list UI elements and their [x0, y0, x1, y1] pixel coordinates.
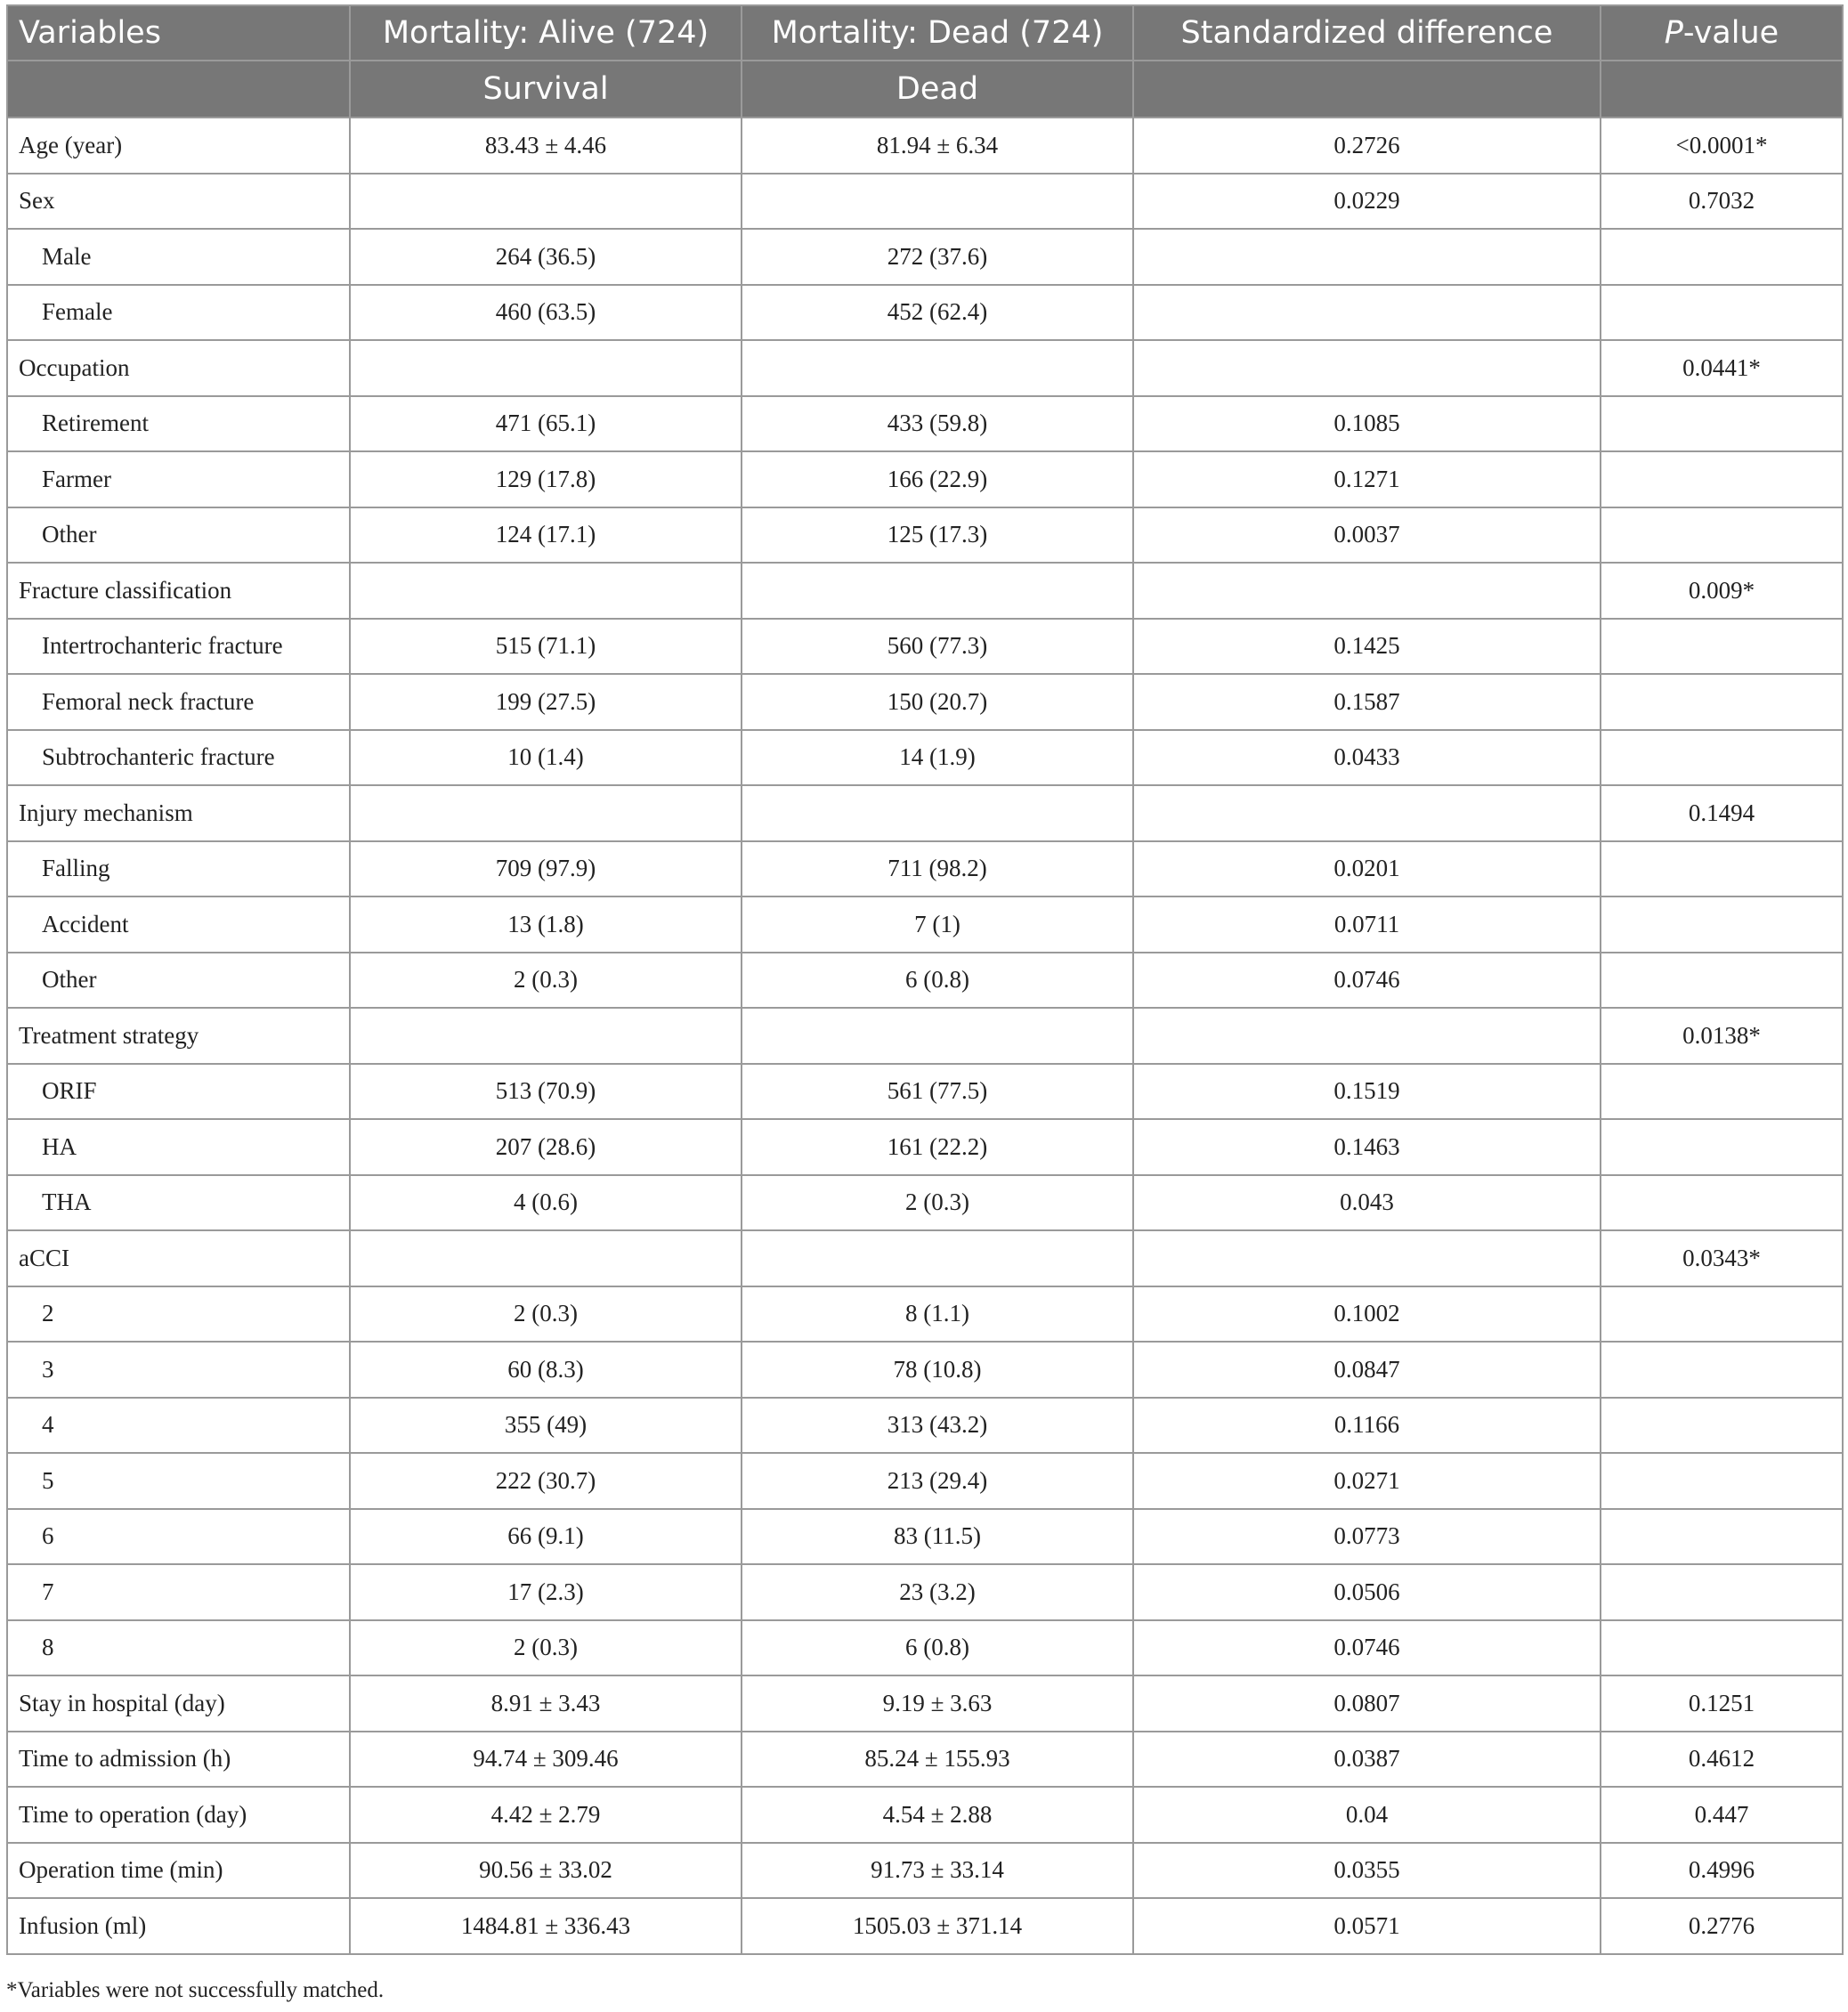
standardized-difference-cell: 0.1271	[1133, 451, 1601, 507]
row-label-cell: Time to operation (day)	[7, 1787, 350, 1843]
dead-value-cell	[742, 563, 1133, 619]
row-label-cell: 3	[7, 1342, 350, 1398]
row-label-cell: THA	[7, 1175, 350, 1231]
row-label-cell: Intertrochanteric fracture	[7, 619, 350, 675]
p-value-cell: 0.7032	[1601, 174, 1843, 230]
row-label-cell: 6	[7, 1509, 350, 1565]
table-row	[7, 118, 1843, 174]
p-value-cell	[1601, 674, 1843, 730]
dead-value-cell	[742, 174, 1133, 230]
p-value-cell: 0.1251	[1601, 1675, 1843, 1732]
table-row	[7, 730, 1843, 786]
p-value-cell	[1601, 953, 1843, 1009]
dead-value-cell: 1505.03 ± 371.14	[742, 1898, 1133, 1954]
dead-value-cell: 433 (59.8)	[742, 396, 1133, 452]
alive-value-cell: 2 (0.3)	[350, 1286, 742, 1343]
standardized-difference-cell	[1133, 563, 1601, 619]
p-value-cell	[1601, 451, 1843, 507]
header-variables: Variables	[7, 5, 350, 61]
standardized-difference-cell: 0.1085	[1133, 396, 1601, 452]
row-label-cell: Subtrochanteric fracture	[7, 730, 350, 786]
table-row	[7, 229, 1843, 285]
subheader-row	[7, 61, 1843, 118]
p-value-cell	[1601, 1620, 1843, 1676]
standardized-difference-cell	[1133, 785, 1601, 841]
alive-value-cell: 90.56 ± 33.02	[350, 1843, 742, 1899]
standardized-difference-cell: 0.1002	[1133, 1286, 1601, 1343]
standardized-difference-cell: 0.0433	[1133, 730, 1601, 786]
dead-value-cell: 213 (29.4)	[742, 1453, 1133, 1509]
table-row	[7, 785, 1843, 841]
alive-value-cell: 460 (63.5)	[350, 285, 742, 341]
table-body	[7, 118, 1843, 1954]
p-value-cell: <0.0001*	[1601, 118, 1843, 174]
standardized-difference-cell	[1133, 229, 1601, 285]
p-value-cell: 0.1494	[1601, 785, 1843, 841]
row-label-cell: aCCI	[7, 1230, 350, 1286]
table-row	[7, 1008, 1843, 1064]
p-value-cell: 0.0138*	[1601, 1008, 1843, 1064]
p-value-cell: 0.447	[1601, 1787, 1843, 1843]
alive-value-cell: 83.43 ± 4.46	[350, 118, 742, 174]
table-row	[7, 1675, 1843, 1732]
alive-value-cell: 1484.81 ± 336.43	[350, 1898, 742, 1954]
standardized-difference-cell: 0.0571	[1133, 1898, 1601, 1954]
table-row	[7, 896, 1843, 953]
standardized-difference-cell: 0.1463	[1133, 1119, 1601, 1175]
dead-value-cell: 313 (43.2)	[742, 1398, 1133, 1454]
standardized-difference-cell: 0.043	[1133, 1175, 1601, 1231]
alive-value-cell: 709 (97.9)	[350, 841, 742, 897]
dead-value-cell: 561 (77.5)	[742, 1064, 1133, 1120]
p-value-cell	[1601, 896, 1843, 953]
table-row	[7, 1453, 1843, 1509]
subheader-variables	[7, 61, 350, 118]
table-row	[7, 1398, 1843, 1454]
dead-value-cell: 7 (1)	[742, 896, 1133, 953]
p-value-cell: 0.009*	[1601, 563, 1843, 619]
header-standardized-difference: Standardized difference	[1133, 5, 1601, 61]
p-value-cell	[1601, 396, 1843, 452]
table-row	[7, 1898, 1843, 1954]
table-row	[7, 1787, 1843, 1843]
row-label-cell: 2	[7, 1286, 350, 1343]
table-row	[7, 841, 1843, 897]
table-row	[7, 174, 1843, 230]
standardized-difference-cell: 0.0355	[1133, 1843, 1601, 1899]
dead-value-cell: 6 (0.8)	[742, 953, 1133, 1009]
alive-value-cell: 8.91 ± 3.43	[350, 1675, 742, 1732]
standardized-difference-cell	[1133, 340, 1601, 396]
dead-value-cell: 452 (62.4)	[742, 285, 1133, 341]
row-label-cell: Femoral neck fracture	[7, 674, 350, 730]
alive-value-cell	[350, 785, 742, 841]
row-label-cell: Female	[7, 285, 350, 341]
dead-value-cell: 78 (10.8)	[742, 1342, 1133, 1398]
row-label-cell: Male	[7, 229, 350, 285]
table-row	[7, 1564, 1843, 1620]
table-row	[7, 1732, 1843, 1788]
p-value-cell	[1601, 619, 1843, 675]
table-row	[7, 1175, 1843, 1231]
row-label-cell: 4	[7, 1398, 350, 1454]
p-value-cell: 0.0343*	[1601, 1230, 1843, 1286]
dead-value-cell: 81.94 ± 6.34	[742, 118, 1133, 174]
row-label-cell: Occupation	[7, 340, 350, 396]
standardized-difference-cell: 0.1519	[1133, 1064, 1601, 1120]
table-row	[7, 1620, 1843, 1676]
p-value-cell	[1601, 1398, 1843, 1454]
p-value-cell	[1601, 507, 1843, 564]
alive-value-cell: 4 (0.6)	[350, 1175, 742, 1231]
dead-value-cell: 4.54 ± 2.88	[742, 1787, 1133, 1843]
header-p-value	[1601, 5, 1843, 61]
row-label-cell: Stay in hospital (day)	[7, 1675, 350, 1732]
alive-value-cell	[350, 340, 742, 396]
p-value-cell: 0.4996	[1601, 1843, 1843, 1899]
table-row	[7, 953, 1843, 1009]
row-label-cell: 5	[7, 1453, 350, 1509]
p-value-cell	[1601, 1286, 1843, 1343]
table-row	[7, 340, 1843, 396]
table-row	[7, 1230, 1843, 1286]
alive-value-cell: 355 (49)	[350, 1398, 742, 1454]
dead-value-cell: 9.19 ± 3.63	[742, 1675, 1133, 1732]
table-container	[6, 4, 1842, 1955]
alive-value-cell: 515 (71.1)	[350, 619, 742, 675]
standardized-difference-cell: 0.0271	[1133, 1453, 1601, 1509]
standardized-difference-cell: 0.0773	[1133, 1509, 1601, 1565]
p-value-cell: 0.0441*	[1601, 340, 1843, 396]
dead-value-cell: 2 (0.3)	[742, 1175, 1133, 1231]
dead-value-cell: 125 (17.3)	[742, 507, 1133, 564]
p-value-cell	[1601, 229, 1843, 285]
p-value-cell	[1601, 285, 1843, 341]
standardized-difference-cell: 0.0847	[1133, 1342, 1601, 1398]
row-label-cell: 7	[7, 1564, 350, 1620]
standardized-difference-cell: 0.0506	[1133, 1564, 1601, 1620]
alive-value-cell: 124 (17.1)	[350, 507, 742, 564]
p-value-cell	[1601, 730, 1843, 786]
p-value-cell	[1601, 1119, 1843, 1175]
dead-value-cell: 23 (3.2)	[742, 1564, 1133, 1620]
dead-value-cell	[742, 340, 1133, 396]
row-label-cell: Injury mechanism	[7, 785, 350, 841]
table-row	[7, 285, 1843, 341]
dead-value-cell: 560 (77.3)	[742, 619, 1133, 675]
alive-value-cell	[350, 1008, 742, 1064]
p-value-cell	[1601, 841, 1843, 897]
table-footnote: *Variables were not successfully matched.	[6, 1978, 385, 2002]
standardized-difference-cell: 0.1587	[1133, 674, 1601, 730]
row-label-cell: Age (year)	[7, 118, 350, 174]
alive-value-cell: 222 (30.7)	[350, 1453, 742, 1509]
subheader-p-value	[1601, 61, 1843, 118]
p-value-cell	[1601, 1342, 1843, 1398]
table-row	[7, 1342, 1843, 1398]
table-row	[7, 396, 1843, 452]
row-label-cell: Infusion (ml)	[7, 1898, 350, 1954]
table-row	[7, 507, 1843, 564]
row-label-cell: Other	[7, 507, 350, 564]
standardized-difference-cell: 0.04	[1133, 1787, 1601, 1843]
dead-value-cell: 166 (22.9)	[742, 451, 1133, 507]
alive-value-cell: 471 (65.1)	[350, 396, 742, 452]
standardized-difference-cell	[1133, 285, 1601, 341]
alive-value-cell: 513 (70.9)	[350, 1064, 742, 1120]
alive-value-cell	[350, 174, 742, 230]
standardized-difference-cell: 0.0807	[1133, 1675, 1601, 1732]
alive-value-cell: 60 (8.3)	[350, 1342, 742, 1398]
table-row	[7, 451, 1843, 507]
alive-value-cell	[350, 1230, 742, 1286]
dead-value-cell: 8 (1.1)	[742, 1286, 1133, 1343]
standardized-difference-cell: 0.0746	[1133, 953, 1601, 1009]
alive-value-cell: 199 (27.5)	[350, 674, 742, 730]
alive-value-cell: 66 (9.1)	[350, 1509, 742, 1565]
header-alive: Mortality: Alive (724)	[350, 5, 742, 61]
p-value-cell	[1601, 1175, 1843, 1231]
dead-value-cell: 272 (37.6)	[742, 229, 1133, 285]
alive-value-cell: 2 (0.3)	[350, 1620, 742, 1676]
matched-cohort-table	[6, 4, 1844, 1955]
table-row	[7, 1286, 1843, 1343]
dead-value-cell: 711 (98.2)	[742, 841, 1133, 897]
standardized-difference-cell	[1133, 1230, 1601, 1286]
row-label-cell: 8	[7, 1620, 350, 1676]
header-dead: Mortality: Dead (724)	[742, 5, 1133, 61]
standardized-difference-cell: 0.2726	[1133, 118, 1601, 174]
table-row	[7, 1843, 1843, 1899]
standardized-difference-cell: 0.0037	[1133, 507, 1601, 564]
row-label-cell: Fracture classification	[7, 563, 350, 619]
row-label-cell: Falling	[7, 841, 350, 897]
dead-value-cell: 161 (22.2)	[742, 1119, 1133, 1175]
table-row	[7, 1064, 1843, 1120]
alive-value-cell: 17 (2.3)	[350, 1564, 742, 1620]
standardized-difference-cell: 0.1425	[1133, 619, 1601, 675]
row-label-cell: Sex	[7, 174, 350, 230]
table-row	[7, 619, 1843, 675]
alive-value-cell: 10 (1.4)	[350, 730, 742, 786]
header-row	[7, 5, 1843, 61]
standardized-difference-cell	[1133, 1008, 1601, 1064]
row-label-cell: ORIF	[7, 1064, 350, 1120]
row-label-cell: Other	[7, 953, 350, 1009]
alive-value-cell: 129 (17.8)	[350, 451, 742, 507]
table-row	[7, 674, 1843, 730]
alive-value-cell	[350, 563, 742, 619]
row-label-cell: Time to admission (h)	[7, 1732, 350, 1788]
table-row	[7, 1119, 1843, 1175]
subheader-dead: Dead	[742, 61, 1133, 118]
row-label-cell: HA	[7, 1119, 350, 1175]
standardized-difference-cell: 0.1166	[1133, 1398, 1601, 1454]
alive-value-cell: 207 (28.6)	[350, 1119, 742, 1175]
p-value-cell	[1601, 1453, 1843, 1509]
header-p-rest: -value	[1682, 15, 1779, 51]
table-row	[7, 563, 1843, 619]
dead-value-cell: 85.24 ± 155.93	[742, 1732, 1133, 1788]
alive-value-cell: 2 (0.3)	[350, 953, 742, 1009]
table-row	[7, 1509, 1843, 1565]
row-label-cell: Farmer	[7, 451, 350, 507]
subheader-standardized-difference	[1133, 61, 1601, 118]
dead-value-cell: 14 (1.9)	[742, 730, 1133, 786]
p-value-cell: 0.2776	[1601, 1898, 1843, 1954]
alive-value-cell: 264 (36.5)	[350, 229, 742, 285]
row-label-cell: Accident	[7, 896, 350, 953]
standardized-difference-cell: 0.0229	[1133, 174, 1601, 230]
dead-value-cell	[742, 1230, 1133, 1286]
standardized-difference-cell: 0.0711	[1133, 896, 1601, 953]
row-label-cell: Retirement	[7, 396, 350, 452]
p-value-cell	[1601, 1564, 1843, 1620]
dead-value-cell: 150 (20.7)	[742, 674, 1133, 730]
dead-value-cell: 6 (0.8)	[742, 1620, 1133, 1676]
dead-value-cell: 83 (11.5)	[742, 1509, 1133, 1565]
p-value-cell: 0.4612	[1601, 1732, 1843, 1788]
subheader-alive: Survival	[350, 61, 742, 118]
standardized-difference-cell: 0.0201	[1133, 841, 1601, 897]
standardized-difference-cell: 0.0746	[1133, 1620, 1601, 1676]
row-label-cell: Treatment strategy	[7, 1008, 350, 1064]
dead-value-cell: 91.73 ± 33.14	[742, 1843, 1133, 1899]
alive-value-cell: 94.74 ± 309.46	[350, 1732, 742, 1788]
dead-value-cell	[742, 1008, 1133, 1064]
header-p-italic: P	[1664, 15, 1683, 51]
p-value-cell	[1601, 1064, 1843, 1120]
p-value-cell	[1601, 1509, 1843, 1565]
alive-value-cell: 13 (1.8)	[350, 896, 742, 953]
standardized-difference-cell: 0.0387	[1133, 1732, 1601, 1788]
alive-value-cell: 4.42 ± 2.79	[350, 1787, 742, 1843]
row-label-cell: Operation time (min)	[7, 1843, 350, 1899]
dead-value-cell	[742, 785, 1133, 841]
